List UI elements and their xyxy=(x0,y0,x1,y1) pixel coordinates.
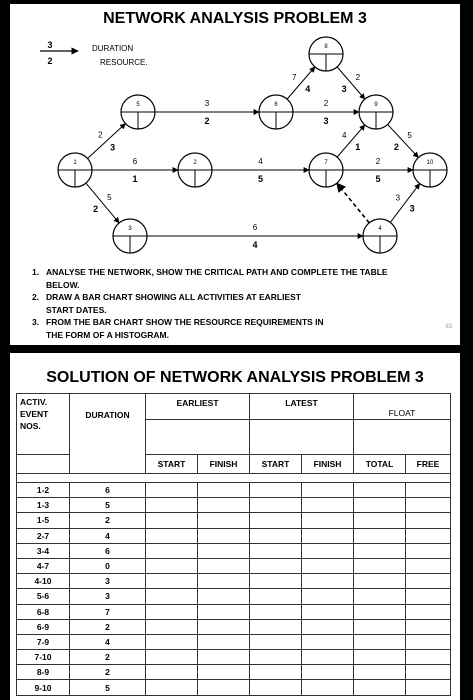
empty-cell[interactable] xyxy=(198,680,250,695)
solution-table xyxy=(16,393,451,696)
event-node-8 xyxy=(309,37,343,71)
empty-cell[interactable] xyxy=(250,589,302,604)
empty-cell[interactable] xyxy=(302,650,354,665)
empty-cell[interactable] xyxy=(146,619,198,634)
node-label-6: 6 xyxy=(274,102,278,108)
empty-cell[interactable] xyxy=(406,543,451,558)
activity-arrow-9-10 xyxy=(388,124,419,157)
activity-cell: 3-4 xyxy=(17,543,70,558)
empty-cell[interactable] xyxy=(146,513,198,528)
empty-cell[interactable] xyxy=(354,513,406,528)
empty-cell[interactable] xyxy=(250,680,302,695)
duration-cell: 4 xyxy=(70,528,146,543)
empty-cell[interactable] xyxy=(406,498,451,513)
empty-cell[interactable] xyxy=(354,498,406,513)
question-item xyxy=(32,266,452,291)
empty-cell[interactable] xyxy=(354,680,406,695)
question-line xyxy=(32,266,452,279)
empty-cell[interactable] xyxy=(406,589,451,604)
empty-cell[interactable] xyxy=(302,528,354,543)
activity-arrow-1-5 xyxy=(88,124,126,159)
solution-title: SOLUTION OF NETWORK ANALYSIS PROBLEM 3 xyxy=(46,369,424,386)
event-node-10 xyxy=(413,153,447,187)
table-row xyxy=(17,483,451,498)
empty-cell[interactable] xyxy=(354,604,406,619)
empty-cell[interactable] xyxy=(198,589,250,604)
activity-resource-8-9: 3 xyxy=(341,83,347,94)
empty-cell[interactable] xyxy=(302,619,354,634)
duration-cell: 7 xyxy=(70,604,146,619)
empty-cell[interactable] xyxy=(302,680,354,695)
activity-resource-2-7: 5 xyxy=(257,174,264,184)
dummy-activity-arrow xyxy=(337,183,369,223)
activity-resource-7-10: 5 xyxy=(375,174,381,184)
header-float-label: FLOAT xyxy=(388,408,416,418)
network-nodes xyxy=(58,37,447,253)
activity-resource-9-10: 2 xyxy=(393,142,399,153)
activity-cell: 9-10 xyxy=(17,680,70,695)
header-earliest-label: EARLIEST xyxy=(176,398,219,408)
table-row xyxy=(17,634,451,649)
activity-duration-6-9: 2 xyxy=(323,99,329,108)
solution-panel xyxy=(10,353,460,700)
empty-cell[interactable] xyxy=(406,574,451,589)
empty-cell[interactable] xyxy=(250,574,302,589)
duration-cell: 6 xyxy=(70,543,146,558)
empty-cell[interactable] xyxy=(146,543,198,558)
empty-cell[interactable] xyxy=(146,483,198,498)
question-item xyxy=(32,291,452,316)
activity-cell: 5-6 xyxy=(17,589,70,604)
empty-cell[interactable] xyxy=(250,543,302,558)
empty-cell[interactable] xyxy=(250,483,302,498)
question-line-cont: BELOW. xyxy=(46,279,80,290)
empty-cell[interactable] xyxy=(250,604,302,619)
table-gap xyxy=(17,474,451,483)
empty-cell[interactable] xyxy=(354,528,406,543)
header-float-free: FREE xyxy=(406,455,451,474)
empty-cell[interactable] xyxy=(198,513,250,528)
empty-cell[interactable] xyxy=(146,634,198,649)
empty-cell[interactable] xyxy=(146,680,198,695)
activity-duration-1-5: 2 xyxy=(98,130,103,140)
activity-cell: 1-5 xyxy=(17,513,70,528)
empty-cell[interactable] xyxy=(146,498,198,513)
activity-cell: 1-2 xyxy=(17,483,70,498)
activity-resource-1-2: 1 xyxy=(132,174,138,184)
duration-cell: 3 xyxy=(70,574,146,589)
activity-cell: 4-10 xyxy=(17,574,70,589)
empty-cell[interactable] xyxy=(302,604,354,619)
empty-cell[interactable] xyxy=(354,558,406,573)
header-activity xyxy=(17,394,70,455)
activity-arrow-1-3 xyxy=(86,183,119,223)
question-item xyxy=(32,316,452,341)
empty-cell[interactable] xyxy=(302,483,354,498)
empty-cell[interactable] xyxy=(198,665,250,680)
legend xyxy=(40,40,148,67)
activity-duration-6-8: 7 xyxy=(291,73,297,83)
empty-cell[interactable] xyxy=(302,498,354,513)
node-label-10: 10 xyxy=(426,160,434,166)
empty-cell[interactable] xyxy=(146,604,198,619)
empty-cell[interactable] xyxy=(250,619,302,634)
empty-cell[interactable] xyxy=(354,634,406,649)
empty-cell[interactable] xyxy=(250,498,302,513)
empty-cell[interactable] xyxy=(302,665,354,680)
duration-cell: 5 xyxy=(70,498,146,513)
empty-cell[interactable] xyxy=(406,619,451,634)
event-node-5 xyxy=(121,95,155,129)
header-earliest-finish: FINISH xyxy=(198,455,250,474)
empty-cell[interactable] xyxy=(146,589,198,604)
duration-cell: 2 xyxy=(70,619,146,634)
activity-duration-5-6: 3 xyxy=(204,99,210,108)
question-text: FROM THE BAR CHART SHOW THE RESOURCE REQUIREMENTS IN xyxy=(46,317,324,327)
header-duration xyxy=(70,394,146,474)
question-text: ANALYSE THE NETWORK, SHOW THE CRITICAL PATH AND COMPLETE THE TABLE xyxy=(46,267,388,277)
empty-cell[interactable] xyxy=(302,513,354,528)
question-line xyxy=(32,291,452,304)
empty-cell[interactable] xyxy=(198,558,250,573)
node-label-5: 5 xyxy=(136,102,140,108)
empty-cell[interactable] xyxy=(250,513,302,528)
table-row xyxy=(17,604,451,619)
question-number: 1. xyxy=(32,267,40,277)
empty-cell[interactable] xyxy=(354,589,406,604)
node-label-9: 9 xyxy=(374,102,378,108)
empty-cell[interactable] xyxy=(198,574,250,589)
empty-cell[interactable] xyxy=(146,665,198,680)
legend-duration-label: DURATION xyxy=(92,44,134,53)
question-line xyxy=(32,316,452,329)
empty-cell[interactable] xyxy=(406,650,451,665)
activity-cell: 7-10 xyxy=(17,650,70,665)
activity-resource-1-3: 2 xyxy=(93,203,99,214)
table-row xyxy=(17,558,451,573)
activity-duration-7-9: 4 xyxy=(341,131,347,141)
empty-cell[interactable] xyxy=(302,574,354,589)
node-label-7: 7 xyxy=(324,160,328,166)
legend-resource-value: 2 xyxy=(47,56,53,66)
activity-duration-1-3: 5 xyxy=(107,193,112,203)
empty-cell[interactable] xyxy=(406,483,451,498)
empty-cell[interactable] xyxy=(250,634,302,649)
activity-resource-3-4: 4 xyxy=(252,240,258,250)
empty-cell[interactable] xyxy=(406,528,451,543)
empty-cell[interactable] xyxy=(406,604,451,619)
table-row xyxy=(17,498,451,513)
event-node-6 xyxy=(259,95,293,129)
activity-arrow-7-9 xyxy=(337,125,365,157)
duration-cell: 6 xyxy=(70,483,146,498)
empty-cell[interactable] xyxy=(146,650,198,665)
empty-cell[interactable] xyxy=(302,543,354,558)
empty-cell[interactable] xyxy=(354,574,406,589)
header-float xyxy=(354,394,451,420)
table-row xyxy=(17,619,451,634)
problem-title: NETWORK ANALYSIS PROBLEM 3 xyxy=(103,10,367,27)
table-row xyxy=(17,528,451,543)
activity-spacer xyxy=(17,455,70,474)
node-label-8: 8 xyxy=(324,44,328,50)
header-latest-label: LATEST xyxy=(285,398,318,408)
event-node-7 xyxy=(309,153,343,187)
duration-cell: 0 xyxy=(70,558,146,573)
duration-cell: 5 xyxy=(70,680,146,695)
activity-arrow-4-10 xyxy=(390,184,419,223)
question-list xyxy=(32,266,452,341)
empty-cell[interactable] xyxy=(406,634,451,649)
activity-arrow-6-8 xyxy=(287,67,315,99)
empty-cell[interactable] xyxy=(146,528,198,543)
node-label-1: 1 xyxy=(73,160,77,166)
activity-cell: 6-8 xyxy=(17,604,70,619)
activity-resource-4-10: 3 xyxy=(409,203,415,214)
empty-cell[interactable] xyxy=(250,650,302,665)
event-node-4 xyxy=(363,219,397,253)
event-node-3 xyxy=(113,219,147,253)
header-latest-finish: FINISH xyxy=(302,455,354,474)
activity-cell: 8-9 xyxy=(17,665,70,680)
float-spacer xyxy=(354,420,451,455)
duration-cell: 3 xyxy=(70,589,146,604)
problem-panel xyxy=(10,4,460,345)
table-row xyxy=(17,650,451,665)
activity-cell: 6-9 xyxy=(17,619,70,634)
empty-cell[interactable] xyxy=(354,665,406,680)
table-row xyxy=(17,680,451,695)
question-number: 3. xyxy=(32,317,40,327)
activity-resource-6-9: 3 xyxy=(323,116,329,126)
event-node-2 xyxy=(178,153,212,187)
activity-resource-1-5: 3 xyxy=(110,142,116,153)
table-row xyxy=(17,543,451,558)
empty-cell[interactable] xyxy=(198,498,250,513)
activity-cell: 1-3 xyxy=(17,498,70,513)
activity-duration-9-10: 5 xyxy=(407,130,412,140)
earliest-spacer xyxy=(146,420,250,455)
header-latest xyxy=(250,394,354,420)
duration-cell: 2 xyxy=(70,665,146,680)
activity-cell: 2-7 xyxy=(17,528,70,543)
activity-duration-7-10: 2 xyxy=(375,157,381,166)
activity-resource-5-6: 2 xyxy=(204,116,210,126)
question-line-cont: THE FORM OF A HISTOGRAM. xyxy=(46,329,169,340)
duration-cell: 2 xyxy=(70,513,146,528)
activity-resource-7-9: 1 xyxy=(355,141,361,152)
question-number: 2. xyxy=(32,292,40,302)
node-label-4: 4 xyxy=(378,226,382,232)
empty-cell[interactable] xyxy=(302,558,354,573)
header-activity-label: ACTIV. EVENT NOS. xyxy=(20,397,49,431)
duration-cell: 4 xyxy=(70,634,146,649)
activity-rows xyxy=(17,483,451,696)
empty-cell[interactable] xyxy=(354,483,406,498)
activity-duration-1-2: 6 xyxy=(132,157,138,166)
activity-duration-2-7: 4 xyxy=(258,157,263,166)
header-float-total: TOTAL xyxy=(354,455,406,474)
legend-resource-label: RESOURCE. xyxy=(100,58,148,67)
empty-cell[interactable] xyxy=(198,543,250,558)
empty-cell[interactable] xyxy=(406,558,451,573)
activity-cell: 4-7 xyxy=(17,558,70,573)
legend-duration-value: 3 xyxy=(47,40,53,50)
empty-cell[interactable] xyxy=(302,589,354,604)
empty-cell[interactable] xyxy=(354,650,406,665)
activity-duration-8-9: 2 xyxy=(355,73,361,83)
activity-resource-6-8: 4 xyxy=(305,83,311,94)
node-label-3: 3 xyxy=(128,226,132,232)
empty-cell[interactable] xyxy=(354,619,406,634)
empty-cell[interactable] xyxy=(302,634,354,649)
header-earliest xyxy=(146,394,250,420)
node-label-2: 2 xyxy=(193,160,197,166)
empty-cell[interactable] xyxy=(250,558,302,573)
event-node-1 xyxy=(58,153,92,187)
empty-cell[interactable] xyxy=(198,483,250,498)
activity-cell: 7-9 xyxy=(17,634,70,649)
page-number: 83 xyxy=(445,324,452,330)
event-node-9 xyxy=(359,95,393,129)
table-row xyxy=(17,665,451,680)
empty-cell[interactable] xyxy=(406,513,451,528)
question-text: DRAW A BAR CHART SHOWING ALL ACTIVITIES AT EARLIEST xyxy=(46,292,301,302)
table-row xyxy=(17,513,451,528)
activity-duration-3-4: 6 xyxy=(252,223,258,232)
activity-duration-4-10: 3 xyxy=(395,193,401,203)
duration-cell: 2 xyxy=(70,650,146,665)
empty-cell[interactable] xyxy=(146,574,198,589)
empty-cell[interactable] xyxy=(198,619,250,634)
table-row xyxy=(17,574,451,589)
empty-cell[interactable] xyxy=(406,680,451,695)
empty-cell[interactable] xyxy=(198,528,250,543)
question-line-cont: START DATES. xyxy=(46,304,107,315)
empty-cell[interactable] xyxy=(250,528,302,543)
header-latest-start: START xyxy=(250,455,302,474)
empty-cell[interactable] xyxy=(250,665,302,680)
header-earliest-start: START xyxy=(146,455,198,474)
empty-cell[interactable] xyxy=(198,634,250,649)
table-row xyxy=(17,589,451,604)
network-diagram xyxy=(10,4,460,264)
empty-cell[interactable] xyxy=(146,558,198,573)
empty-cell[interactable] xyxy=(198,650,250,665)
header-duration-label: DURATION xyxy=(85,410,130,420)
empty-cell[interactable] xyxy=(406,665,451,680)
latest-spacer xyxy=(250,420,354,455)
empty-cell[interactable] xyxy=(354,543,406,558)
empty-cell[interactable] xyxy=(198,604,250,619)
